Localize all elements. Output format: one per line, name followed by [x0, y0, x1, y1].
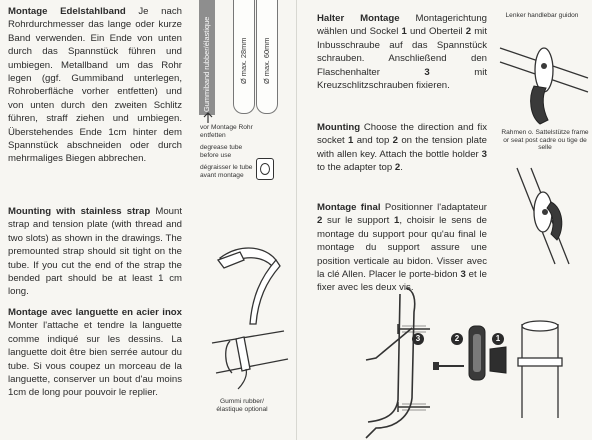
arrow-up-icon [203, 112, 213, 124]
text-en-holder-d: to the adapter top [317, 162, 395, 174]
paragraph-en-holder [317, 121, 487, 175]
text-de-holder-d: mit Kreuzschlitzschrauben fixieren. [317, 66, 487, 92]
text-de-holder-b: und Oberteil [406, 26, 466, 38]
paragraph-de-strap [8, 5, 182, 166]
heading-en-holder: Mounting [317, 122, 361, 133]
handlebar-label: Lenker handlebar guidon [505, 12, 579, 19]
num-ref: 3 [424, 66, 430, 78]
heading-fr-holder: Montage final [317, 202, 381, 213]
text-en-holder-b: and top [353, 135, 393, 147]
column-divider [296, 0, 297, 440]
text-de-strap: Je nach Rohrdurchmesser das lange oder kurze Band verwenden. Ein Ende von unten durch das Spannstück führen und umbiegen. Metallband um das Rohr legen (ggf. Gummiband unterlegen, Rohroberfläche vorher entfetten) und von unten durch den zweiten Schlitz führen, straff ziehen und umbiegen. Überstehendes Ende 1cm hinter dem Spannstück abschneiden oder durch mehrmaliges Biegen abbrechen. [8, 6, 182, 165]
strap-short-label: Ø max. 28mm [239, 37, 248, 84]
heading-fr-strap: Montage avec languette en acier inox [8, 307, 182, 318]
text-fr-holder-d: et le fixer avec les deux vis. [317, 269, 487, 294]
text-en-strap: Mount strap and tension plate (with thread and two slots) as shown in the drawings. The premounted strap should sit tight on the tube. If you cut the end of the strap the bended part should be at least 1 cm long. [8, 206, 183, 298]
num-ref: 3 [460, 269, 466, 281]
callout-2: 2 [451, 333, 463, 345]
heading-de-holder: Halter Montage [317, 13, 400, 24]
socket-part [488, 345, 508, 375]
tension-plate-icon [256, 158, 274, 180]
allen-bolt-icon [432, 360, 466, 372]
tube-with-strap [512, 320, 572, 420]
seatpost-mount-drawing [505, 168, 585, 268]
num-ref: 1 [394, 215, 400, 227]
rubber-optional-label: Gummi rubber/élastique optional [216, 398, 268, 413]
num-ref: 2 [394, 162, 401, 174]
text-fr-holder-c: , choisir le sens de montage du support pour qu'au final le montage du support assure une position verticale au bidon. Visser avec la clé Allen. Placer le porte-bidon [317, 215, 487, 281]
text-fr-strap: Monter l'attache et tendre la languette comme indiqué sur les dessins. La languette doit être bien serrée autour du tube. Si vous coupez un morceau de la languette, conserver un bout d'au moins 1cm de long pour pouvoir le replier. [8, 320, 182, 399]
bottle-cage-drawing [356, 288, 426, 438]
paragraph-de-holder [317, 12, 487, 92]
text-fr-holder-a: Positionner l'adaptateur [384, 202, 487, 213]
num-ref: 1 [348, 135, 354, 147]
heading-en-strap: Mounting with stainless strap [8, 206, 151, 217]
strap-short [233, 0, 255, 114]
heading-de-strap: Montage Edelstahlband [8, 6, 126, 17]
rubber-strip [199, 0, 215, 115]
text-fr-holder-b: sur le support [322, 215, 394, 227]
text-de-holder-a: Montagerichtung wählen und Sockel [317, 13, 487, 38]
text-en-holder-e: . [400, 162, 403, 174]
paragraph-fr-holder [317, 201, 487, 295]
text-en-holder-c: on the tension plate with allen key. Attach the bottle holder [317, 135, 487, 160]
note-en: degrease tube before use [200, 144, 243, 159]
rubber-on-tube-drawing [210, 325, 290, 395]
adapter-top-part [466, 324, 488, 382]
strap-long-label: Ø max. 60mm [262, 37, 271, 84]
callout-3: 3 [412, 333, 424, 345]
num-ref: 2 [317, 215, 323, 227]
strap-long [256, 0, 278, 114]
paragraph-fr-strap [8, 306, 182, 400]
text-de-holder-c: mit Inbusschraube auf das Spannstück schrauben. Anschließend den Flaschenhalter [317, 26, 487, 78]
text-en-holder-a: Choose the direction and fix socket [317, 122, 487, 147]
note-de: vor Montage Rohr entfetten [200, 124, 253, 139]
handlebar-mount-drawing [500, 36, 590, 136]
screw-bottom-icon [396, 400, 436, 414]
seatpost-label: Rahmen o. Sattelstütze frame or seat post cadre ou tige de selle [501, 129, 589, 152]
strap-bending-drawing [210, 238, 290, 328]
rubber-strip-label: Gummiband rubber/élastique [202, 16, 211, 112]
num-ref: 3 [481, 148, 487, 160]
num-ref: 2 [465, 26, 472, 38]
callout-1: 1 [492, 333, 504, 345]
num-ref: 2 [392, 135, 399, 147]
num-ref: 1 [401, 26, 407, 38]
note-fr: dégraisser le tube avant montage [200, 164, 253, 179]
paragraph-en-strap [8, 205, 182, 299]
